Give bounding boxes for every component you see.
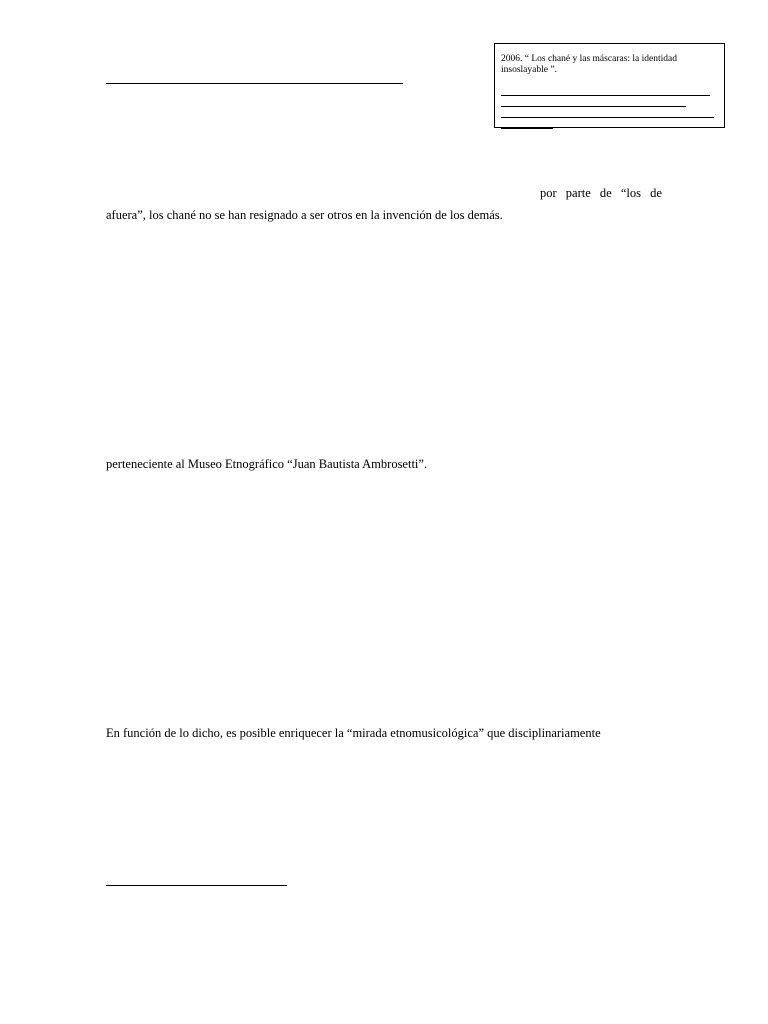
citation-box [494, 43, 725, 128]
paragraph-2: perteneciente al Museo Etnográfico “Juan Bautista Ambrosetti”. [106, 457, 428, 471]
citation-blank-line [501, 128, 553, 129]
citation-blank-line [501, 117, 714, 118]
citation-blank-line [501, 106, 686, 107]
citation-text: 2006. “ Los chané y las máscaras: la identidad insoslayable ”. [501, 54, 677, 75]
paragraph-1-line-1: por parte de “los de [540, 186, 662, 200]
footnote-separator [106, 885, 287, 886]
header-rule [106, 83, 403, 84]
paragraph-1-line-2: afuera”, los chané no se han resignado a ser otros en la invención de los demás. [106, 208, 503, 222]
paragraph-3: En función de lo dicho, es posible enriquecer la “mirada etnomusicológica” que disciplinariamente [106, 726, 601, 740]
citation-blank-line [501, 95, 710, 96]
